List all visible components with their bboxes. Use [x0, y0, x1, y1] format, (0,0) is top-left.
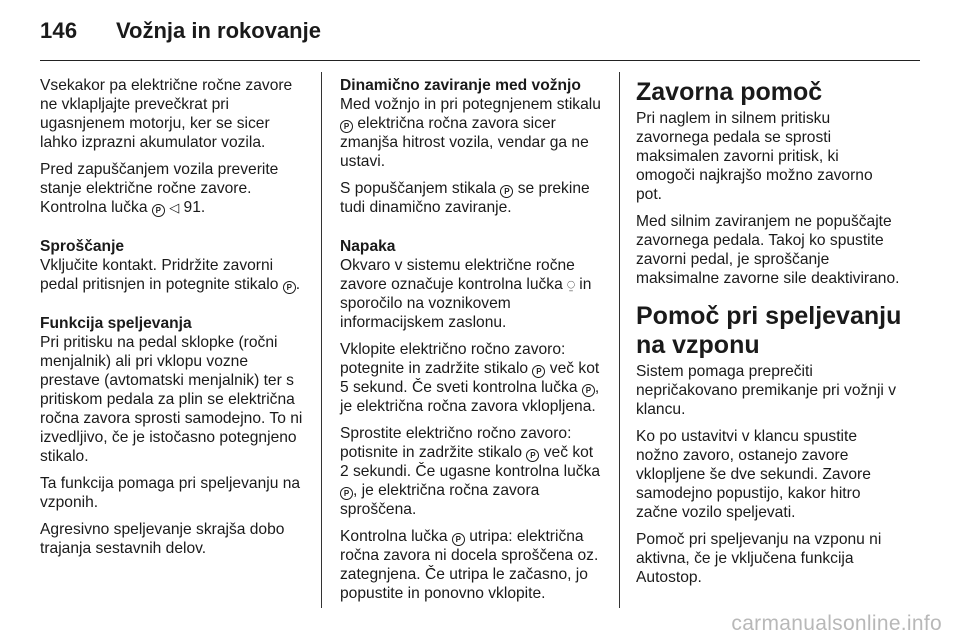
parking-brake-icon: P [340, 487, 353, 500]
paragraph [40, 520, 306, 558]
column-3 [636, 76, 902, 595]
section-heading-fault: Napaka [340, 238, 396, 255]
watermark: carmanualsonline.info [731, 612, 942, 635]
paragraph-text: se prekine tudi dinamično zaviranje. [340, 180, 590, 216]
header-rule [40, 60, 920, 61]
column-1 [40, 76, 306, 566]
parking-brake-icon: P [500, 185, 513, 198]
parking-brake-icon: P [532, 365, 545, 378]
section-heading-hill-start-assist: Pomoč pri speljevanju na vzponu [636, 302, 902, 359]
paragraph-text: Pred zapuščanjem vozila preverite stanje električne ročne zavore. Kontrolna lučka [40, 161, 279, 216]
paragraph [636, 362, 902, 419]
paragraph [340, 179, 606, 217]
section-heading-dynamic-braking: Dinamično zaviranje med vožnjo [340, 77, 581, 94]
paragraph-text: Sprostite električno ročno zavoro: potisnite in zadržite stikalo [340, 425, 572, 461]
paragraph-text: Vključite kontakt. Pridržite zavorni pedal pritisnjen in potegnite stikalo [40, 257, 279, 293]
paragraph [636, 530, 902, 587]
paragraph [340, 527, 606, 603]
paragraph-text: Med vožnjo in pri potegnjenem stikalu [340, 96, 601, 113]
page-header-title: Vožnja in rokovanje [116, 18, 321, 43]
parking-brake-icon: P [340, 120, 353, 133]
paragraph [340, 256, 606, 332]
page-reference: 91. [183, 199, 206, 216]
paragraph-text: Pri naglem in silnem pritisku zavornega pedala se sprosti maksimalen zavorni pritisk, ki omogoči najkrajšo možno zavorno pot. [636, 110, 873, 203]
reference-arrow-icon: ◁ [169, 200, 180, 215]
parking-brake-icon: P [526, 449, 539, 462]
paragraph [40, 333, 306, 466]
paragraph-text: utripa: električna ročna zavora ni docela sproščena oz. zategnjena. Če utripa le začasno, jo popustite in ponovno vklopite. [340, 528, 599, 602]
paragraph-text: Ta funkcija pomaga pri speljevanju na vzponih. [40, 475, 301, 511]
paragraph-text: Kontrolna lučka [340, 528, 448, 545]
paragraph-text: Ko po ustavitvi v klancu spustite nožno zavoro, ostanejo zavore vklopljene še dve sekundi. Zavore samodejno popustijo, kakor hitro začne vozilo speljevati. [636, 428, 871, 521]
paragraph-text: Pri pritisku na pedal sklopke (ročni menjalnik) ali pri vklopu vozne prestave (avtomatski menjalnik) ter s pritiskom pedala za plin se električna ročna zavora sprosti samodejno. To ni izvedljivo, če je istočasno potegnjeno stikalo. [40, 334, 303, 465]
paragraph-text: in sporočilo na voznikovem informacijskem zaslonu. [340, 276, 592, 331]
section-heading-release: Sproščanje [40, 238, 125, 255]
parking-brake-icon: P [582, 384, 595, 397]
paragraph-text: Med silnim zaviranjem ne popuščajte zavornega pedala. Takoj ko spustite zavorni pedal, je sproščanje maksimalne zavorne sile deaktivirano. [636, 213, 900, 287]
paragraph-text: električna ročna zavora sicer zmanjša hitrost vozila, vendar ga ne ustavi. [340, 115, 589, 170]
paragraph [340, 95, 606, 171]
section-heading-driveaway: Funkcija speljevanja [40, 315, 192, 332]
section-heading-brake-assist: Zavorna pomoč [636, 78, 823, 106]
column-divider [321, 72, 322, 608]
fault-warning-icon: ⍜ [567, 277, 575, 292]
paragraph [636, 212, 902, 288]
punctuation: . [295, 276, 301, 293]
paragraph-text: Sistem pomaga preprečiti nepričakovano premikanje pri vožnji v klancu. [636, 363, 897, 418]
paragraph [40, 474, 306, 512]
column-2 [340, 76, 606, 611]
paragraph [40, 256, 306, 294]
paragraph [340, 340, 606, 416]
column-divider [619, 72, 620, 608]
paragraph-text: , je električna ročna zavora vklopljena. [340, 379, 600, 415]
paragraph-text: Vklopite električno ročno zavoro: potegnite in zadržite stikalo [340, 341, 566, 377]
paragraph-text: S popuščanjem stikala [340, 180, 497, 197]
parking-brake-icon: P [152, 204, 165, 217]
paragraph-text: , je električna ročna zavora sproščena. [340, 482, 540, 518]
parking-brake-icon: P [283, 281, 296, 294]
paragraph [40, 160, 306, 217]
paragraph-text: Okvaro v sistemu električne ročne zavore označuje kontrolna lučka [340, 257, 575, 293]
paragraph-text: več kot 5 sekund. Če sveti kontrolna lučka [340, 360, 600, 396]
paragraph-text: Agresivno speljevanje skrajša dobo trajanja sestavnih delov. [40, 521, 285, 557]
page-number: 146 [40, 18, 78, 43]
paragraph-text: Vsekakor pa električne ročne zavore ne vklapljajte prevečkrat pri ugasnjenem motorju, ker se sicer lahko izprazni akumulator vozila. [40, 77, 293, 151]
paragraph-text: več kot 2 sekundi. Če ugasne kontrolna lučka [340, 444, 601, 480]
paragraph-text: Pomoč pri speljevanju na vzponu ni aktivna, če je vključena funkcija Autostop. [636, 531, 882, 586]
paragraph [636, 109, 902, 204]
paragraph [340, 424, 606, 519]
paragraph [40, 76, 306, 152]
paragraph [636, 427, 902, 522]
parking-brake-icon: P [452, 533, 465, 546]
